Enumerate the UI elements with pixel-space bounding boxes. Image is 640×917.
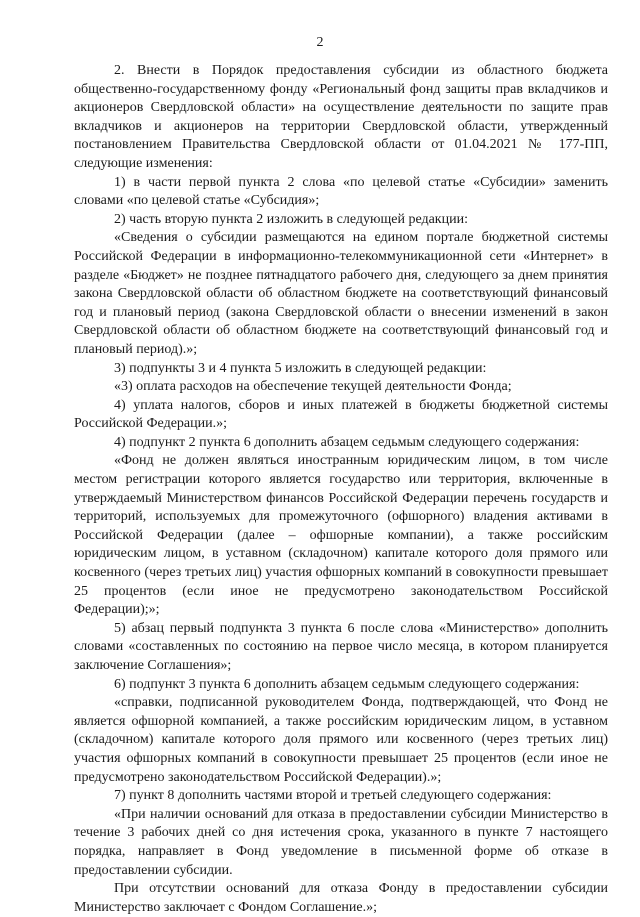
paragraph-quote-4: 4) уплата налогов, сборов и иных платежей в бюджеты бюджетной системы Российской Федерации.»; bbox=[74, 397, 608, 432]
paragraph-subitem-4: 4) подпункт 2 пункта 6 дополнить абзацем седьмым следующего содержания: bbox=[114, 434, 580, 450]
paragraph-quote-subsidy-info: «Сведения о субсидии размещаются на едином портале бюджетной системы Российской Федерации в информационно-телекоммуникационной сети «Интернет» в разделе «Бюджет» не позднее пятнадцатого рабочего дня, следующего за днем принятия закона Свердловской области об областном бюджете на соответствующий финансовый год и плановый период (закона Свердловской области о внесении изменений в закон Свердловской области об областном бюджете на соответствующий финансовый год и плановый период).»; bbox=[74, 230, 608, 357]
paragraph-subitem-2: 2) часть вторую пункта 2 изложить в следующей редакции: bbox=[114, 211, 468, 227]
paragraph-subitem-1: 1) в части первой пункта 2 слова «по целевой статье «Субсидии» заменить словами «по целевой статье «Субсидия»; bbox=[74, 174, 608, 209]
paragraph-quote-certificate: «справки, подписанной руководителем Фонда, подтверждающей, что Фонд не является офшорной компанией, а также российским юридическим лицом, в уставном (складочном) капитале которого доля прямого или косвенного (через третьих лиц) участия офшорных компаний в совокупности превышает 25 процентов (если иное не предусмотрено законодательством Российской Федерации).»; bbox=[74, 695, 608, 785]
paragraph-quote-fund-offshore: «Фонд не должен являться иностранным юридическим лицом, в том числе местом регистрации которого является государство или территория, включенные в утверждаемый Министерством финансов Российской Федерации перечень государств и территорий, используемых для промежуточного (офшорного) владения активами в Российской Федерации (далее – офшорные компании), а также российским юридическим лицом, в уставном (складочном) капитале которого доля прямого или косвенного (через третьих лиц) участия офшорных компаний в совокупности превышает 25 процентов (если иное не предусмотрено законодательством Российской Федерации);»; bbox=[74, 453, 608, 618]
page-number: 2 bbox=[316, 35, 324, 50]
paragraph-item-2: 2. Внести в Порядок предоставления субсидии из областного бюджета общественно-государственному фонду «Региональный фонд защиты прав вкладчиков и акционеров Свердловской области» на осуществление деятельности по защите прав вкладчиков и акционеров на территории Свердловской области, утвержденный постановлением Правительства Свердловской области от 01.04.2021 № 177-ПП, следующие изменения: bbox=[74, 63, 608, 171]
paragraph-subitem-3: 3) подпункты 3 и 4 пункта 5 изложить в следующей редакции: bbox=[114, 360, 487, 376]
paragraph-quote-3: «3) оплата расходов на обеспечение текущей деятельности Фонда; bbox=[114, 379, 512, 395]
paragraph-subitem-6: 6) подпункт 3 пункта 6 дополнить абзацем седьмым следующего содержания: bbox=[114, 676, 580, 692]
paragraph-quote-refusal: «При наличии оснований для отказа в предоставлении субсидии Министерство в течение 3 рабочих дней со дня истечения срока, указанного в пункте 7 настоящего порядка, направляет в Фонд уведомление в письменной форме об отказе в предоставлении субсидии. bbox=[74, 806, 608, 878]
paragraph-quote-agreement: При отсутствии оснований для отказа Фонду в предоставлении субсидии Министерство заключает с Фондом Соглашение.»; bbox=[74, 881, 608, 915]
paragraph-subitem-5: 5) абзац первый подпункта 3 пункта 6 после слова «Министерство» дополнить словами «составленных по состоянию на первое число месяца, в котором планируется заключение Соглашения»; bbox=[74, 620, 608, 673]
document-body bbox=[74, 62, 608, 917]
paragraph-subitem-7: 7) пункт 8 дополнить частями второй и третьей следующего содержания: bbox=[114, 788, 552, 804]
